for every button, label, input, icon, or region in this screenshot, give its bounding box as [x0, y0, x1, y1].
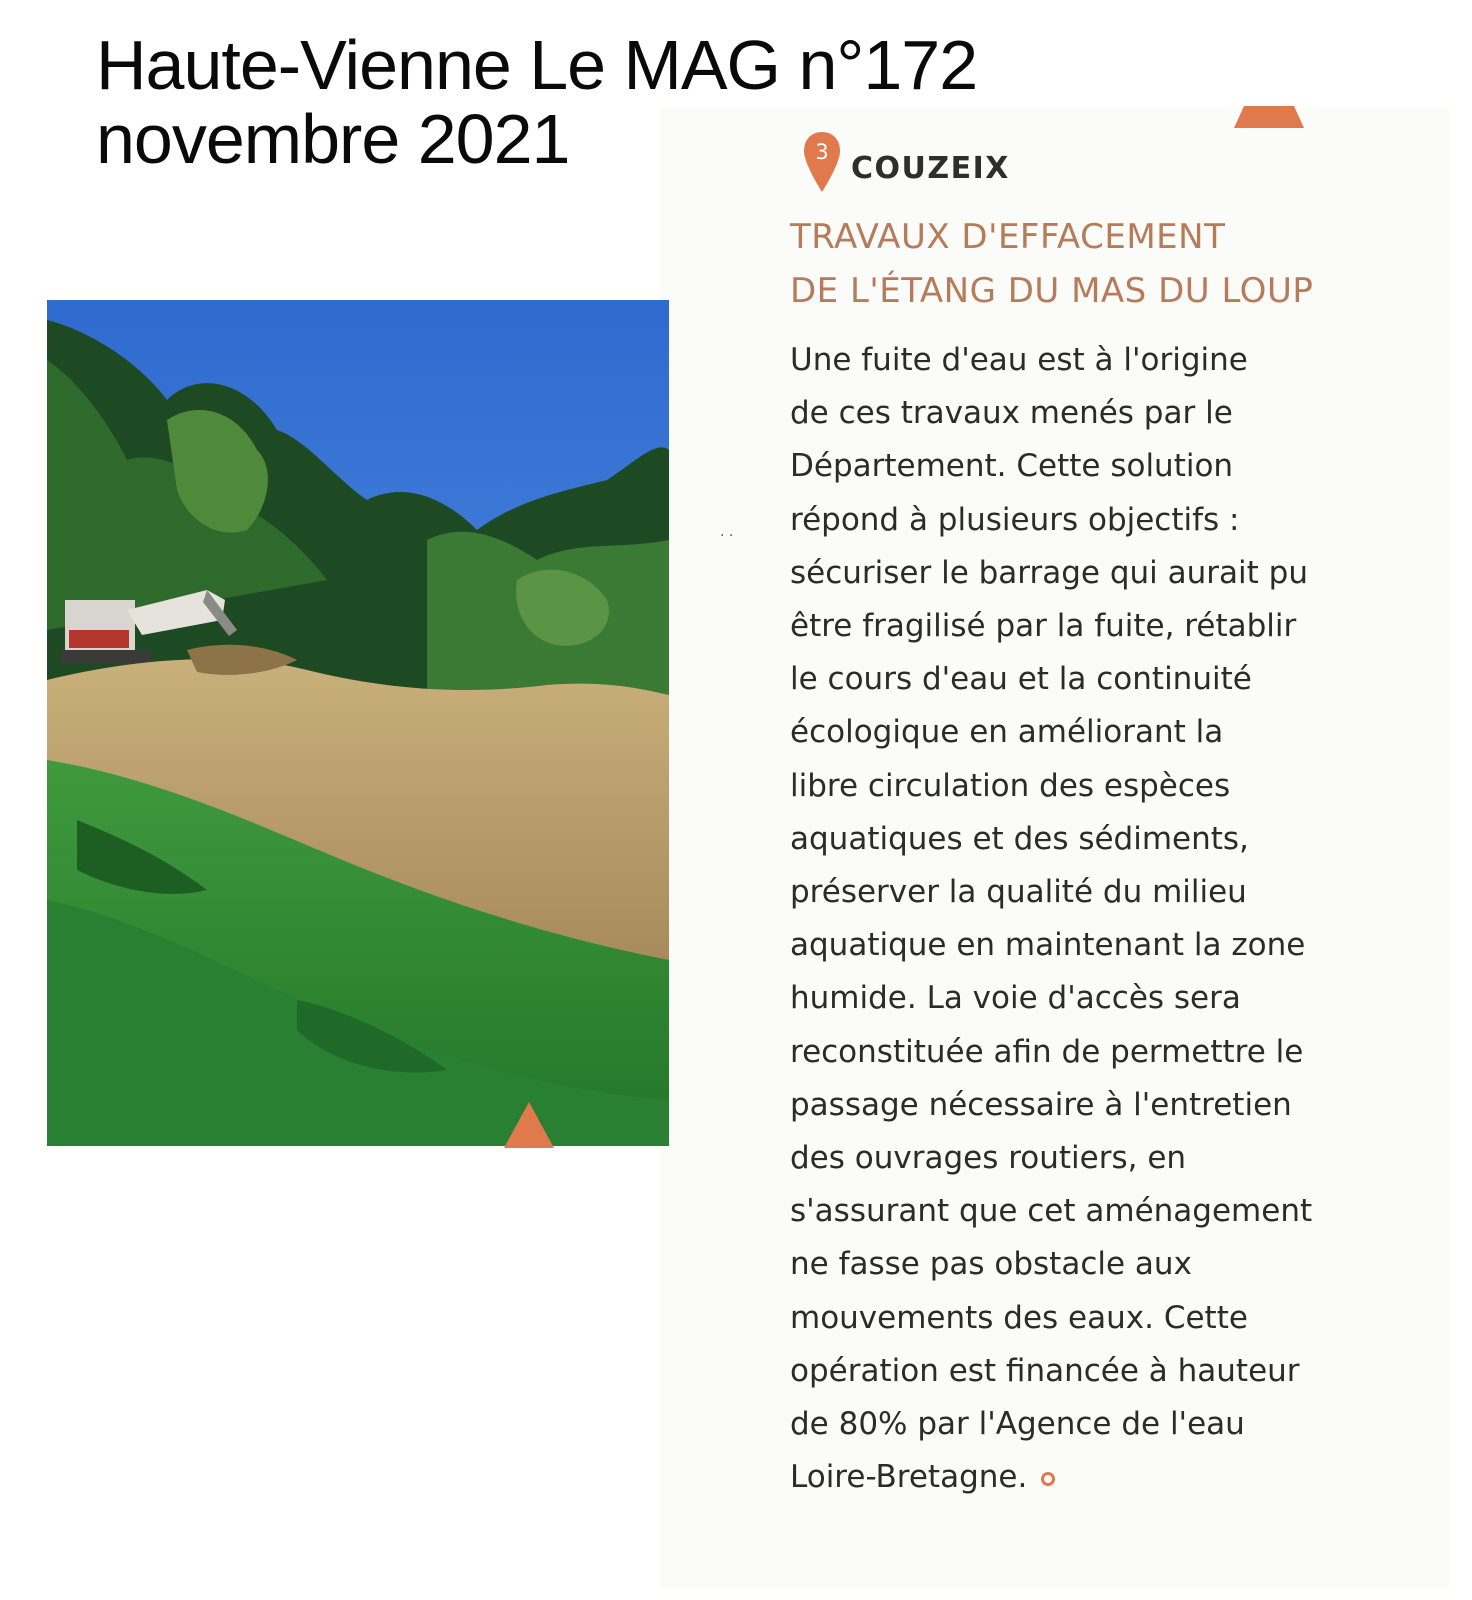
header-line-1: Haute-Vienne Le MAG n°172	[96, 26, 978, 104]
article-title	[790, 210, 1313, 318]
body-line: reconstituée afin de permettre le	[790, 1033, 1304, 1070]
body-line-text: Loire-Bretagne.	[790, 1459, 1028, 1496]
map-pin-icon	[802, 130, 842, 194]
body-line: passage nécessaire à l'entretien	[790, 1086, 1292, 1123]
location-name: COUZEIX	[851, 151, 1010, 186]
location-number: 3	[815, 140, 829, 164]
title-line: TRAVAUX D'EFFACEMENT	[790, 217, 1226, 257]
body-line: mouvements des eaux. Cette	[790, 1299, 1248, 1336]
body-line: le cours d'eau et la continuité	[790, 661, 1252, 698]
article-photo	[47, 300, 669, 1146]
photo-triangle-marker-icon	[504, 1102, 554, 1148]
body-line: aquatiques et des sédiments,	[790, 820, 1249, 857]
body-line: ne fasse pas obstacle aux	[790, 1246, 1192, 1283]
title-line: DE L'ÉTANG DU MAS DU LOUP	[790, 271, 1314, 311]
body-line: préserver la qualité du milieu	[790, 874, 1247, 911]
article-body	[790, 334, 1430, 1504]
scan-artifact-dots: · ·	[720, 528, 734, 544]
body-line: de 80% par l'Agence de l'eau	[790, 1406, 1245, 1443]
body-line: libre circulation des espèces	[790, 767, 1231, 804]
body-line: écologique en améliorant la	[790, 714, 1224, 751]
body-line: humide. La voie d'accès sera	[790, 980, 1241, 1017]
body-line: sécuriser le barrage qui aurait pu	[790, 554, 1308, 591]
top-triangle-marker-icon	[1234, 106, 1304, 128]
body-line: Département. Cette solution	[790, 448, 1234, 485]
body-line: s'assurant que cet aménagement	[790, 1193, 1313, 1230]
body-line: de ces travaux menés par le	[790, 395, 1233, 432]
body-line: être fragilisé par la fuite, rétablir	[790, 608, 1297, 645]
body-line: aquatique en maintenant la zone	[790, 927, 1306, 964]
body-line: opération est financée à hauteur	[790, 1352, 1300, 1389]
header-line-2: novembre 2021	[96, 100, 570, 178]
body-line: des ouvrages routiers, en	[790, 1140, 1187, 1177]
body-line: répond à plusieurs objectifs :	[790, 501, 1240, 538]
body-line: Une fuite d'eau est à l'origine	[790, 342, 1248, 378]
circle-bullet-icon	[1041, 1472, 1055, 1486]
photo-construction-site	[47, 300, 669, 1146]
document-header	[96, 28, 977, 176]
body-line-last	[790, 1451, 1430, 1504]
